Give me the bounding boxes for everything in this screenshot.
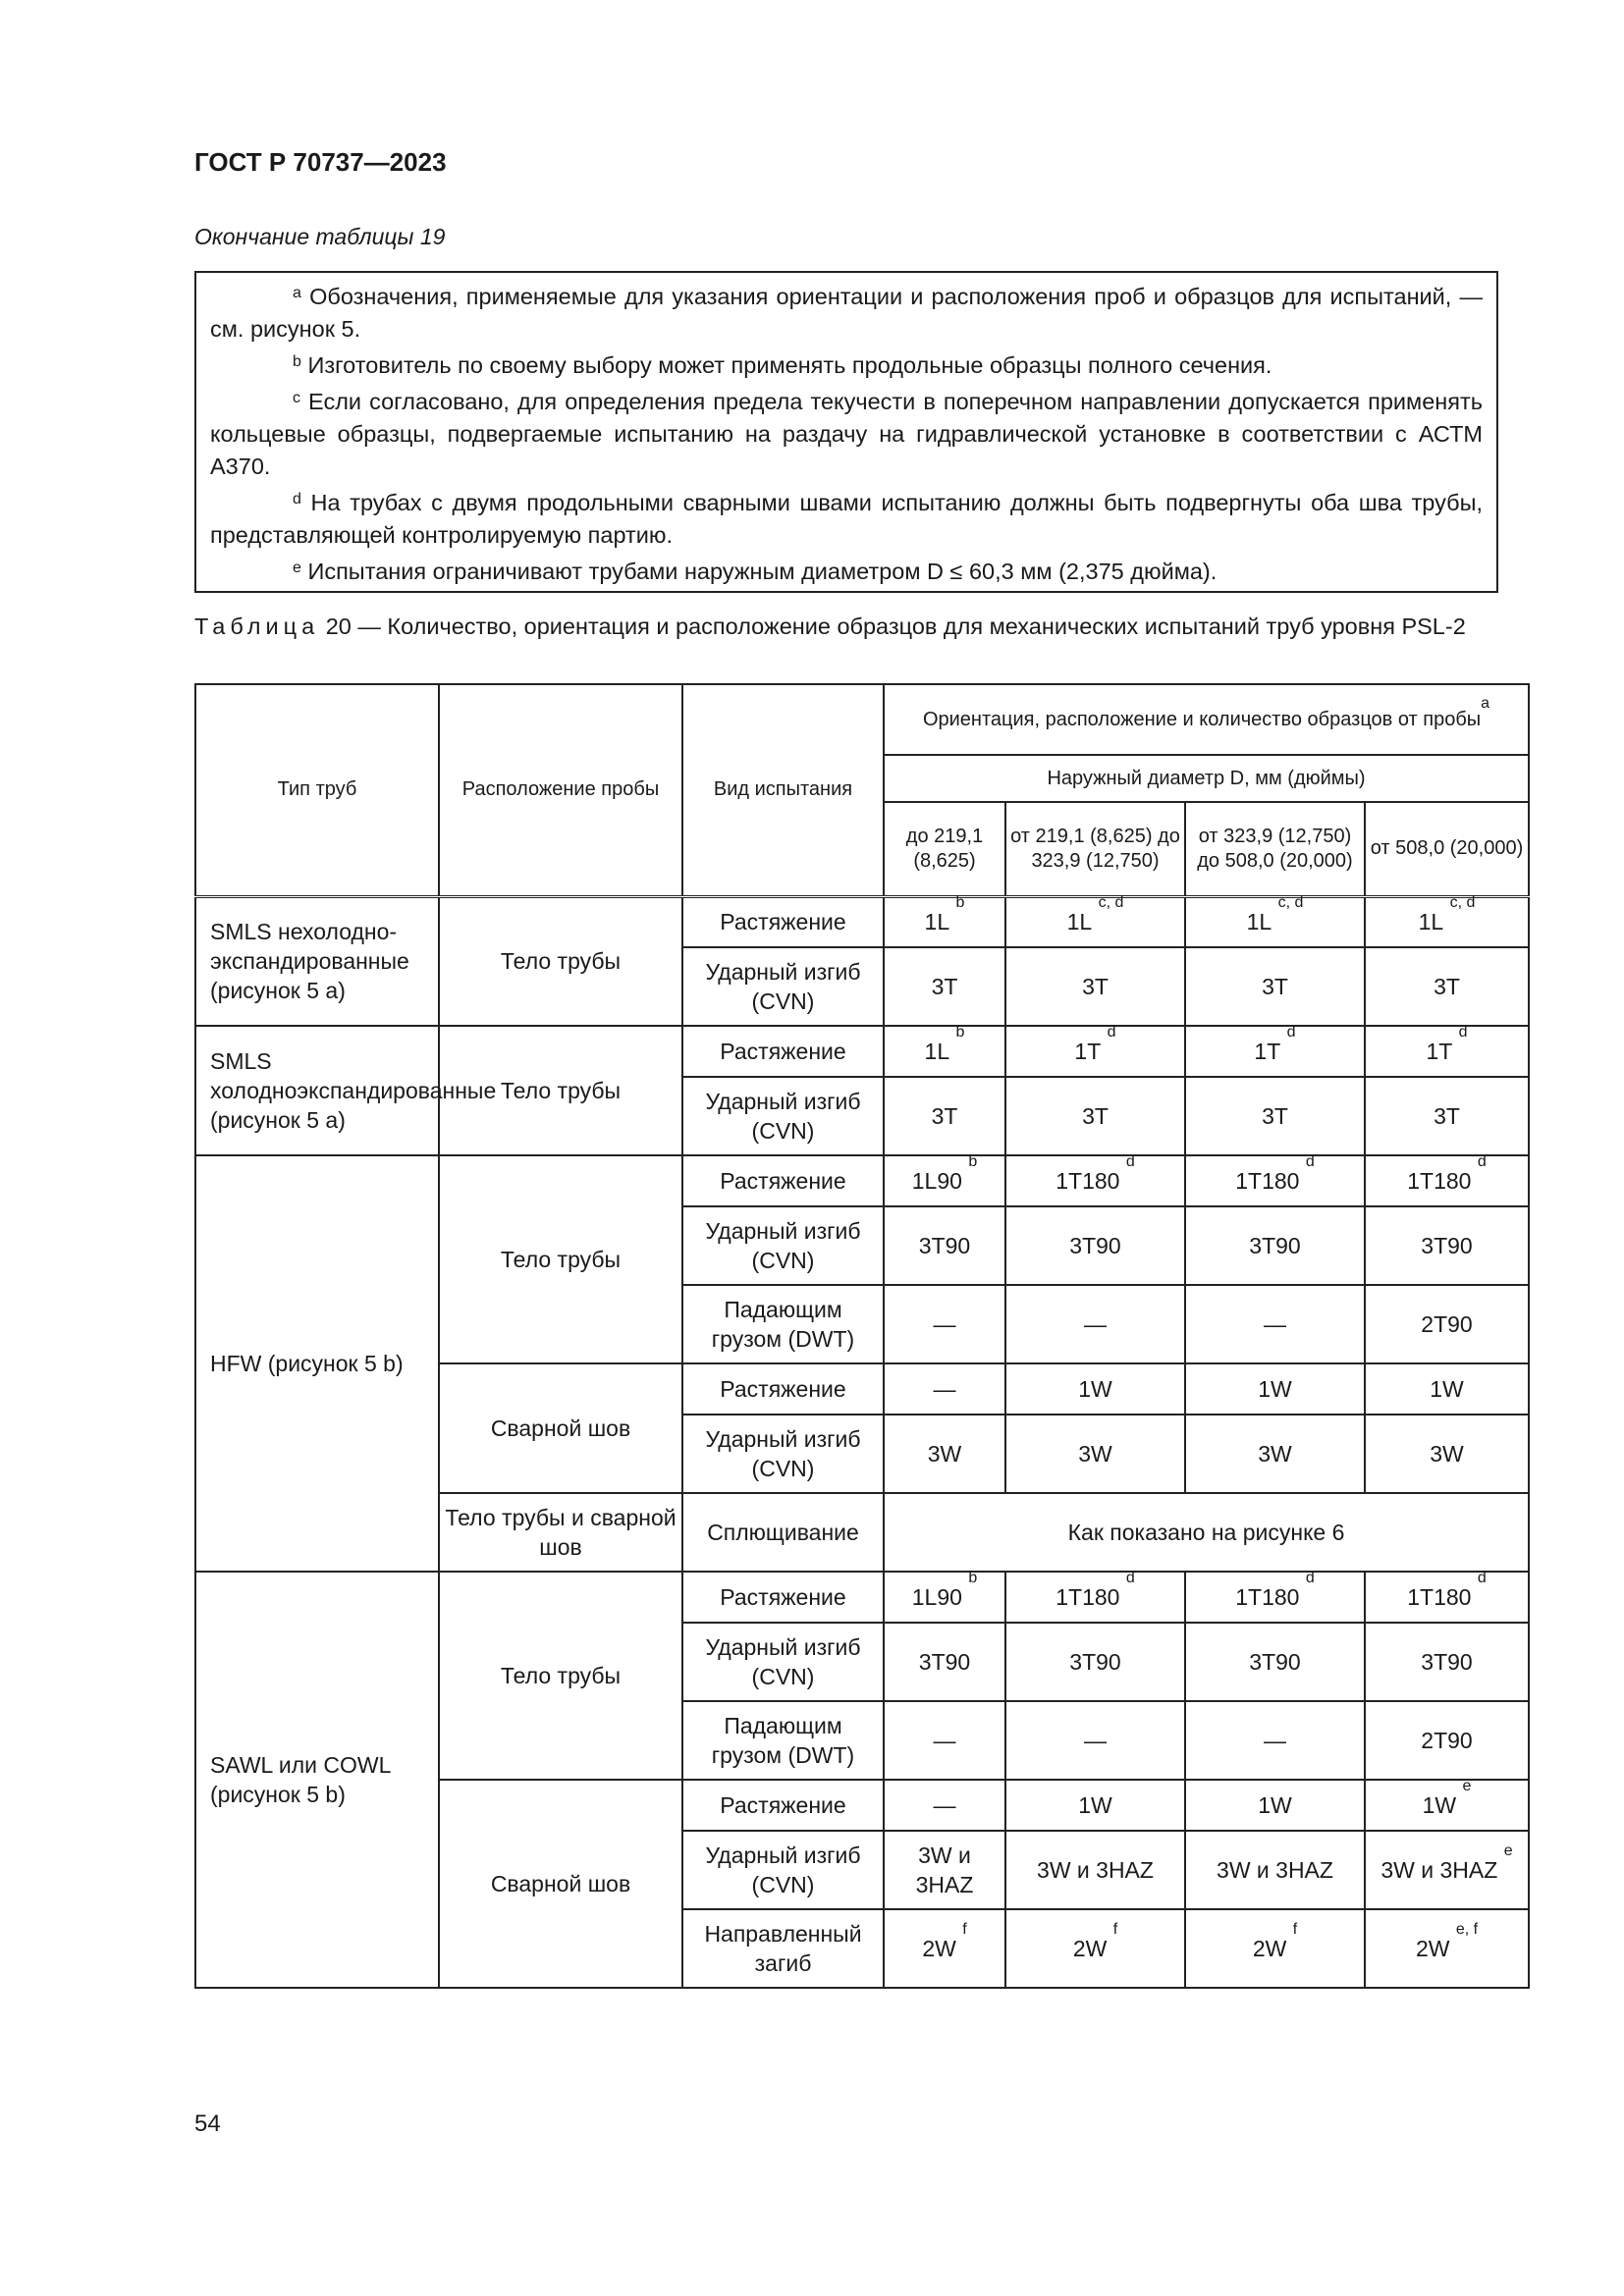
- sample-location-cell: Тело трубы: [439, 1026, 682, 1155]
- value-text: —: [933, 1792, 956, 1818]
- value-text: 3T90: [918, 1649, 971, 1675]
- value-text: 1T180: [1235, 1584, 1300, 1610]
- footnote-ref: d: [1125, 1153, 1135, 1170]
- value-cell: [1365, 1701, 1529, 1780]
- pipe-type-cell: SAWL или COWL (рисунок 5 b): [195, 1572, 439, 1988]
- value-cell: [1185, 947, 1365, 1026]
- value-text: 1T180: [1407, 1584, 1472, 1610]
- value-text: 1L90: [911, 1168, 962, 1194]
- test-type-cell: Ударный изгиб (CVN): [682, 1623, 884, 1701]
- value-cell: [1185, 1909, 1365, 1988]
- value-text: 1T: [1426, 1039, 1453, 1064]
- value-text: 3W и 3HAZ: [1217, 1857, 1333, 1883]
- value-cell: [1365, 1206, 1529, 1285]
- value-cell: [1185, 896, 1365, 947]
- value-text: 1W: [1258, 1792, 1292, 1818]
- test-type-cell: Растяжение: [682, 1155, 884, 1206]
- footnote-ref: d: [1125, 1570, 1135, 1586]
- value-cell: [1185, 1701, 1365, 1780]
- value-cell: [1365, 1026, 1529, 1077]
- value-cell: [884, 1701, 1005, 1780]
- value-text: 3T90: [1421, 1649, 1473, 1675]
- value-text: 1T180: [1407, 1168, 1472, 1194]
- value-text: 3T: [1434, 974, 1460, 999]
- value-cell: [884, 1623, 1005, 1701]
- value-cell: [884, 1909, 1005, 1988]
- value-cell: [1005, 1077, 1185, 1155]
- sample-location-cell: Тело трубы: [439, 1572, 682, 1780]
- col-header-sample-location: Расположение пробы: [439, 684, 682, 896]
- value-text: 1L: [1246, 909, 1272, 935]
- sample-location-cell: Сварной шов: [439, 1780, 682, 1988]
- col-header-diameter: Наружный диаметр D, мм (дюймы): [884, 755, 1529, 802]
- col-header-d4: от 508,0 (20,000): [1365, 802, 1529, 896]
- test-type-cell: Падающим грузом (DWT): [682, 1285, 884, 1363]
- value-text: 3W: [1430, 1441, 1464, 1467]
- col-header-pipe-type: Тип труб: [195, 684, 439, 896]
- footnote-ref: b: [968, 1153, 978, 1170]
- value-text: —: [1264, 1311, 1286, 1337]
- value-text: 2T90: [1421, 1728, 1473, 1753]
- specimen-table: [194, 683, 1530, 1989]
- value-text: 1T180: [1056, 1168, 1120, 1194]
- value-cell: [1185, 1206, 1365, 1285]
- test-type-cell: Растяжение: [682, 1572, 884, 1623]
- value-text: 1L90: [911, 1584, 962, 1610]
- value-cell: [1185, 1415, 1365, 1493]
- value-text: 2W: [1072, 1936, 1108, 1961]
- value-text: 3W и 3HAZ: [1037, 1857, 1154, 1883]
- value-text: 3T: [931, 974, 958, 999]
- value-text: 2T90: [1421, 1311, 1473, 1337]
- footnote-ref: d: [1477, 1153, 1487, 1170]
- value-text: 1L: [1418, 909, 1444, 935]
- value-cell: [1005, 1026, 1185, 1077]
- value-text: 3T90: [1069, 1233, 1121, 1258]
- value-cell: [1365, 1909, 1529, 1988]
- document-title: ГОСТ Р 70737—2023: [194, 147, 447, 177]
- value-cell: [1185, 1572, 1365, 1623]
- value-text: 3T: [1262, 1103, 1288, 1129]
- value-cell: [1185, 1780, 1365, 1831]
- value-text: 1W: [1430, 1376, 1464, 1402]
- value-text: —: [933, 1311, 956, 1337]
- value-text: —: [1084, 1311, 1107, 1337]
- value-cell: [1365, 1155, 1529, 1206]
- table-caption-text: 20 — Количество, ориентация и расположение образцов для механических испытаний труб уровня PSL-2: [325, 614, 1466, 639]
- value-text: 1W: [1078, 1792, 1112, 1818]
- value-text: 3T90: [1421, 1233, 1473, 1258]
- value-cell: [1185, 1285, 1365, 1363]
- test-type-cell: Направленный загиб: [682, 1909, 884, 1988]
- value-cell: [884, 1285, 1005, 1363]
- value-text: 1L: [1066, 909, 1093, 935]
- merged-value-cell: Как показано на рисунке 6: [884, 1493, 1529, 1572]
- footnote: $^a$ Обозначения, применяемые для указания ориентации и расположения проб и образцов для испытаний, — см. рисунок 5.: [210, 284, 1483, 342]
- value-cell: [1005, 1363, 1185, 1415]
- value-cell: [1185, 1831, 1365, 1909]
- col-header-orientation: [884, 684, 1529, 755]
- test-type-cell: Падающим грузом (DWT): [682, 1701, 884, 1780]
- value-cell: [884, 1155, 1005, 1206]
- value-text: —: [1084, 1728, 1107, 1753]
- value-cell: [1005, 1285, 1185, 1363]
- footnote-ref: f: [1112, 1921, 1118, 1938]
- table-continuation-label: Окончание таблицы 19: [194, 224, 446, 249]
- value-text: 3T90: [1249, 1649, 1301, 1675]
- value-cell: [1365, 947, 1529, 1026]
- value-cell: [1365, 1623, 1529, 1701]
- footnote: $^c$ Если согласовано, для определения предела текучести в поперечном направлении допускается применять кольцевые образцы, подвергаемые испытанию на раздачу на гидравлической установке в соответствии с АСТМ А370.: [210, 389, 1483, 479]
- table-caption: [194, 611, 1528, 643]
- value-text: 3W и 3HAZ: [915, 1842, 974, 1897]
- value-text: —: [933, 1376, 956, 1402]
- value-text: 3W: [1078, 1441, 1112, 1467]
- value-text: 3T90: [918, 1233, 971, 1258]
- footnote-ref: d: [1286, 1024, 1296, 1041]
- test-type-cell: Сплющивание: [682, 1493, 884, 1572]
- test-type-cell: Ударный изгиб (CVN): [682, 1077, 884, 1155]
- value-cell: [1185, 1623, 1365, 1701]
- test-type-cell: Ударный изгиб (CVN): [682, 1415, 884, 1493]
- value-cell: [1005, 896, 1185, 947]
- value-cell: [1005, 1780, 1185, 1831]
- value-text: 1L: [924, 1039, 950, 1064]
- value-cell: [884, 1831, 1005, 1909]
- value-text: 3T90: [1069, 1649, 1121, 1675]
- footnote-ref: c, d: [1449, 894, 1476, 912]
- value-cell: [884, 947, 1005, 1026]
- value-cell: [1185, 1155, 1365, 1206]
- footnote-ref: d: [1305, 1153, 1315, 1170]
- footnotes-box: [194, 271, 1498, 593]
- footnote-ref: b: [968, 1570, 978, 1586]
- value-cell: [1365, 1415, 1529, 1493]
- value-cell: [1005, 1155, 1185, 1206]
- footnote-ref: d: [1107, 1024, 1116, 1041]
- sample-location-cell: Сварной шов: [439, 1363, 682, 1493]
- value-cell: [1185, 1026, 1365, 1077]
- value-cell: [1005, 1623, 1185, 1701]
- value-cell: [1365, 1780, 1529, 1831]
- value-cell: [884, 896, 1005, 947]
- value-cell: [884, 1363, 1005, 1415]
- value-text: 1T: [1074, 1039, 1102, 1064]
- sample-location-cell: Тело трубы: [439, 896, 682, 1026]
- footnote-ref: e, f: [1455, 1921, 1479, 1938]
- sample-location-cell: Тело трубы: [439, 1155, 682, 1363]
- value-text: 3T90: [1249, 1233, 1301, 1258]
- value-text: 3W: [1258, 1441, 1292, 1467]
- value-cell: [1365, 896, 1529, 947]
- value-cell: [1005, 1909, 1185, 1988]
- col-header-d1: до 219,1 (8,625): [884, 802, 1005, 896]
- pipe-type-cell: SMLS нехолодно-экспандированные (рисунок 5 a): [195, 896, 439, 1026]
- value-text: 3W и 3HAZ: [1380, 1857, 1498, 1883]
- test-type-cell: Растяжение: [682, 1780, 884, 1831]
- table-caption-label: Таблица: [194, 614, 320, 639]
- value-cell: [1185, 1363, 1365, 1415]
- col-header-d3: от 323,9 (12,750) до 508,0 (20,000): [1185, 802, 1365, 896]
- value-cell: [1365, 1077, 1529, 1155]
- footnote-ref: f: [1292, 1921, 1298, 1938]
- value-text: 3T: [1262, 974, 1288, 999]
- pipe-type-cell: SMLS холодноэкспандированные (рисунок 5 a): [195, 1026, 439, 1155]
- value-cell: [1365, 1572, 1529, 1623]
- footnote: $^e$ Испытания ограничивают трубами наружным диаметром D ≤ 60,3 мм (2,375 дюйма).: [293, 559, 1218, 584]
- sample-location-cell: Тело трубы и сварной шов: [439, 1493, 682, 1572]
- page-number: 54: [194, 2110, 221, 2137]
- footnote-ref: a: [1481, 694, 1490, 712]
- value-text: 2W: [922, 1936, 956, 1961]
- value-cell: [1005, 1572, 1185, 1623]
- col-header-d2: от 219,1 (8,625) до 323,9 (12,750): [1005, 802, 1185, 896]
- value-cell: [884, 1415, 1005, 1493]
- value-text: 3W: [927, 1441, 962, 1467]
- test-type-cell: Ударный изгиб (CVN): [682, 947, 884, 1026]
- orientation-header-text: Ориентация, расположение и количество образцов от пробы: [922, 708, 1482, 730]
- value-text: 2W: [1415, 1936, 1450, 1961]
- test-type-cell: Ударный изгиб (CVN): [682, 1206, 884, 1285]
- footnote-ref: c, d: [1098, 894, 1124, 912]
- value-cell: [884, 1026, 1005, 1077]
- value-text: 3T: [1082, 1103, 1109, 1129]
- test-type-cell: Растяжение: [682, 1363, 884, 1415]
- pipe-type-cell: HFW (рисунок 5 b): [195, 1155, 439, 1572]
- value-text: 2W: [1252, 1936, 1287, 1961]
- value-cell: [1005, 1415, 1185, 1493]
- test-type-cell: Ударный изгиб (CVN): [682, 1831, 884, 1909]
- footnote-ref: d: [1458, 1024, 1468, 1041]
- footnote: $^d$ На трубах с двумя продольными сварными швами испытанию должны быть подвергнуты оба шва трубы, представляющей контролируемую партию.: [210, 490, 1483, 548]
- footnote-ref: c, d: [1277, 894, 1304, 912]
- value-text: 1T180: [1235, 1168, 1300, 1194]
- value-cell: [1005, 1701, 1185, 1780]
- test-type-cell: Растяжение: [682, 1026, 884, 1077]
- value-text: 1W: [1258, 1376, 1292, 1402]
- value-text: 3T: [1434, 1103, 1460, 1129]
- test-type-cell: Растяжение: [682, 896, 884, 947]
- value-text: 1W: [1078, 1376, 1112, 1402]
- value-cell: [884, 1077, 1005, 1155]
- value-text: 3T: [1082, 974, 1109, 999]
- value-cell: [1185, 1077, 1365, 1155]
- value-text: 1T: [1254, 1039, 1281, 1064]
- col-header-test-type: Вид испытания: [682, 684, 884, 896]
- value-text: —: [1264, 1728, 1286, 1753]
- value-text: —: [933, 1728, 956, 1753]
- value-text: 1L: [924, 909, 950, 935]
- value-cell: [1365, 1285, 1529, 1363]
- value-cell: [884, 1206, 1005, 1285]
- footnote-ref: b: [955, 1024, 965, 1041]
- footnote-ref: d: [1305, 1570, 1315, 1586]
- footnote-ref: d: [1477, 1570, 1487, 1586]
- footnote-ref: e: [1462, 1778, 1472, 1794]
- value-text: 1W: [1422, 1792, 1457, 1818]
- footnote-ref: b: [955, 894, 965, 912]
- footnote-ref: e: [1503, 1842, 1513, 1859]
- value-cell: [1005, 947, 1185, 1026]
- value-text: 1T180: [1056, 1584, 1120, 1610]
- value-cell: [1365, 1363, 1529, 1415]
- value-cell: [1365, 1831, 1529, 1909]
- value-cell: [1005, 1206, 1185, 1285]
- value-cell: [884, 1780, 1005, 1831]
- value-text: 3T: [931, 1103, 958, 1129]
- footnote: $^b$ Изготовитель по своему выбору может применять продольные образцы полного сечения.: [293, 352, 1272, 378]
- footnote-ref: f: [962, 1921, 967, 1938]
- value-cell: [884, 1572, 1005, 1623]
- value-cell: [1005, 1831, 1185, 1909]
